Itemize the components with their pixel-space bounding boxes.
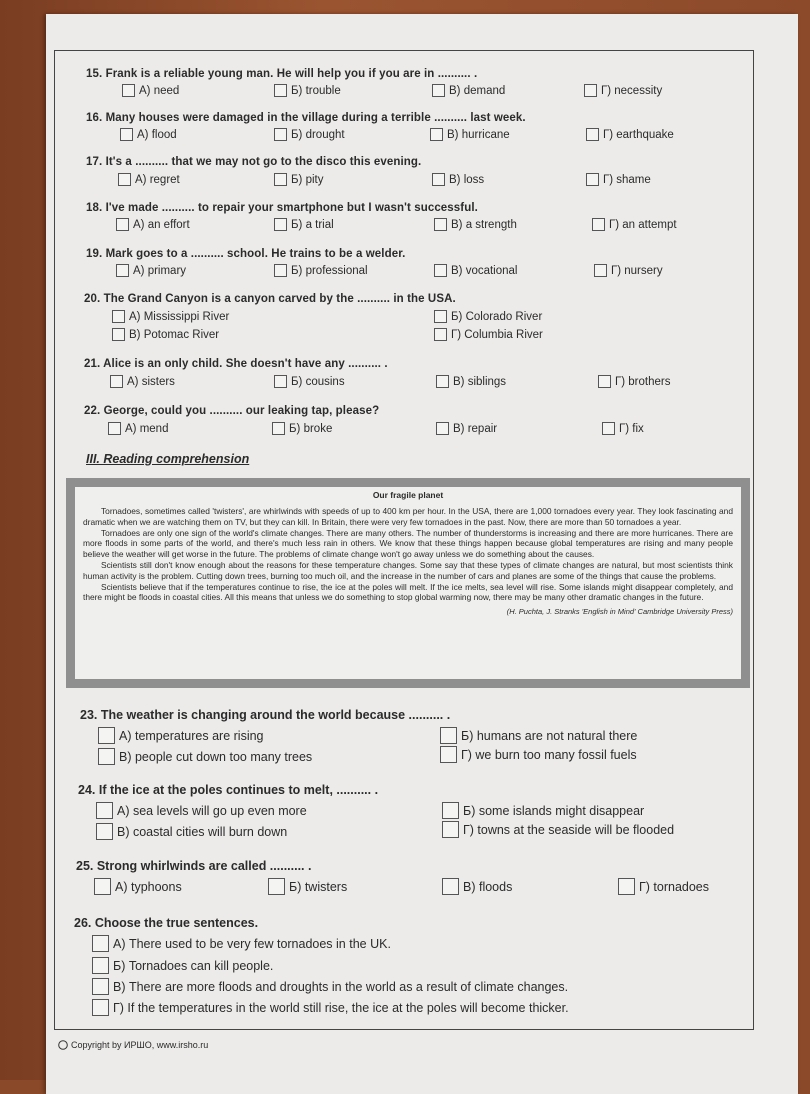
q16-option-a[interactable]: А) flood <box>120 128 177 141</box>
q21-option-a[interactable]: А) sisters <box>110 375 175 388</box>
q26-option-b[interactable]: Б) Tornadoes can kill people. <box>92 957 273 974</box>
section-heading-reading: III. Reading comprehension <box>86 452 250 466</box>
question-22-options <box>100 422 700 440</box>
checkbox[interactable] <box>592 218 605 231</box>
q18-option-d[interactable]: Г) an attempt <box>592 218 677 231</box>
question-22: 22. George, could you .......... our leaking tap, please? <box>84 405 380 417</box>
reading-paragraph: Tornadoes are only one sign of the world's climate changes. There are many others. The number of thunderstorms is increasing and there are more hurricanes. There are more floods in some parts of the world, and there's much less rain in others. We know that these things happen because global temperatures are rising and many people believe the weather will get worse in the future. The problems of climate change won't go away unless we do something about the causes. <box>83 527 733 560</box>
question-21-options <box>100 375 700 393</box>
checkbox[interactable] <box>436 422 449 435</box>
q20-option-c[interactable]: В) Potomac River <box>112 328 219 341</box>
q20-option-d[interactable]: Г) Columbia River <box>434 328 543 341</box>
checkbox[interactable] <box>98 748 115 765</box>
question-15: 15. Frank is a reliable young man. He will help you if you are in .......... . <box>86 68 478 80</box>
question-19-options <box>104 264 704 282</box>
q21-option-b[interactable]: Б) cousins <box>274 375 345 388</box>
checkbox[interactable] <box>432 173 445 186</box>
checkbox[interactable] <box>440 727 457 744</box>
q17-option-a[interactable]: А) regret <box>118 173 180 186</box>
checkbox[interactable] <box>112 328 125 341</box>
question-16-options <box>104 128 704 146</box>
q21-option-c[interactable]: В) siblings <box>436 375 506 388</box>
checkbox[interactable] <box>584 84 597 97</box>
checkbox[interactable] <box>430 128 443 141</box>
q25-option-b[interactable]: Б) twisters <box>268 878 347 895</box>
checkbox[interactable] <box>108 422 121 435</box>
checkbox[interactable] <box>92 978 109 995</box>
q15-option-a[interactable]: А) need <box>122 84 179 97</box>
question-21: 21. Alice is an only child. She doesn't have any .......... . <box>84 358 388 370</box>
q20-option-b[interactable]: Б) Colorado River <box>434 310 542 323</box>
copyright-footer: Copyright by ИРШО, www.irsho.ru <box>58 1040 208 1050</box>
question-19: 19. Mark goes to a .......... school. He trains to be a welder. <box>86 248 406 260</box>
q17-option-d[interactable]: Г) shame <box>586 173 651 186</box>
q22-option-c[interactable]: В) repair <box>436 422 497 435</box>
q26-option-c[interactable]: В) There are more floods and droughts in the world as a result of climate changes. <box>92 978 568 995</box>
checkbox[interactable] <box>122 84 135 97</box>
question-26: 26. Choose the true sentences. <box>74 916 259 930</box>
checkbox[interactable] <box>274 128 287 141</box>
checkbox[interactable] <box>594 264 607 277</box>
checkbox[interactable] <box>96 802 113 819</box>
q25-option-d[interactable]: Г) tornadoes <box>618 878 709 895</box>
checkbox[interactable] <box>92 957 109 974</box>
question-16: 16. Many houses were damaged in the village during a terrible .......... last week. <box>86 112 526 124</box>
q19-option-d[interactable]: Г) nursery <box>594 264 663 277</box>
question-17-options <box>104 173 704 191</box>
q22-option-a[interactable]: А) mend <box>108 422 168 435</box>
q23-option-a[interactable]: А) temperatures are rising <box>98 727 264 744</box>
q21-option-d[interactable]: Г) brothers <box>598 375 670 388</box>
question-20-options-row2 <box>100 328 700 346</box>
checkbox[interactable] <box>96 823 113 840</box>
q26-option-d[interactable]: Г) If the temperatures in the world still rise, the ice at the poles will become thicker. <box>92 999 569 1016</box>
q22-option-b[interactable]: Б) broke <box>272 422 332 435</box>
q25-option-c[interactable]: В) floods <box>442 878 512 895</box>
question-24: 24. If the ice at the poles continues to melt, .......... . <box>78 783 379 797</box>
question-20: 20. The Grand Canyon is a canyon carved by the .......... in the USA. <box>84 293 456 305</box>
question-23: 23. The weather is changing around the world because .......... . <box>80 708 451 722</box>
reading-paragraph: Scientists still don't know enough about the reasons for these temperature changes. Some say that these types of climate changes are natural, but most scientists think human activity is the problem. Cutting down trees, burning too much oil, and the increase in the number of cars and planes are some of the things that cause the problems. <box>83 559 733 581</box>
q20-option-a[interactable]: А) Mississippi River <box>112 310 229 323</box>
q16-option-d[interactable]: Г) earthquake <box>586 128 674 141</box>
reading-title: Our fragile planet <box>372 490 444 500</box>
question-18-options <box>104 218 704 236</box>
checkbox[interactable] <box>274 84 287 97</box>
q23-option-d[interactable]: Г) we burn too many fossil fuels <box>440 746 637 763</box>
q24-option-c[interactable]: В) coastal cities will burn down <box>96 823 287 840</box>
checkbox[interactable] <box>434 328 447 341</box>
reading-passage-box <box>66 478 750 688</box>
checkbox[interactable] <box>94 878 111 895</box>
checkbox[interactable] <box>434 264 447 277</box>
checkbox[interactable] <box>602 422 615 435</box>
reading-paragraph: Tornadoes, sometimes called 'twisters', are whirlwinds with speeds of up to 400 km per hour. In the USA, there are 1,000 tornadoes every year. They look fascinating and dramatic when we are watching them on TV, but they can kill. In Britain, there were very few tornadoes in the past. Now, there are more than 50 tornadoes a year. <box>83 506 733 527</box>
checkbox[interactable] <box>434 310 447 323</box>
checkbox[interactable] <box>272 422 285 435</box>
q17-option-c[interactable]: В) loss <box>432 173 484 186</box>
checkbox[interactable] <box>116 218 129 231</box>
checkbox[interactable] <box>436 375 449 388</box>
q26-option-a[interactable]: А) There used to be very few tornadoes in the UK. <box>92 935 391 952</box>
q16-option-c[interactable]: В) hurricane <box>430 128 510 141</box>
question-15-options <box>104 84 704 102</box>
checkbox[interactable] <box>92 999 109 1016</box>
q15-option-c[interactable]: В) demand <box>432 84 505 97</box>
checkbox[interactable] <box>92 935 109 952</box>
q25-option-a[interactable]: А) typhoons <box>94 878 182 895</box>
checkbox[interactable] <box>112 310 125 323</box>
checkbox[interactable] <box>440 746 457 763</box>
q19-option-c[interactable]: В) vocational <box>434 264 517 277</box>
checkbox[interactable] <box>274 218 287 231</box>
q23-option-b[interactable]: Б) humans are not natural there <box>440 727 637 744</box>
q22-option-d[interactable]: Г) fix <box>602 422 644 435</box>
q15-option-b[interactable]: Б) trouble <box>274 84 341 97</box>
reading-citation: (H. Puchta, J. Stranks 'English in Mind' Cambridge University Press) <box>506 607 733 617</box>
checkbox[interactable] <box>442 802 459 819</box>
reading-paragraph: Scientists believe that if the temperatures continue to rise, the ice at the poles will melt. If the ice melts, sea level will rise. Some islands might disappear completely, and there might be floods in coastal cities. All this means that unless we do something to stop global warming now, there may be many other dramatic changes in the future. <box>83 581 733 603</box>
question-25: 25. Strong whirlwinds are called .......... . <box>76 859 312 873</box>
q19-option-b[interactable]: Б) professional <box>274 264 368 277</box>
q23-option-c[interactable]: В) people cut down too many trees <box>98 748 312 765</box>
checkbox[interactable] <box>442 878 459 895</box>
q18-option-a[interactable]: А) an effort <box>116 218 190 231</box>
q17-option-b[interactable]: Б) pity <box>274 173 323 186</box>
q16-option-b[interactable]: Б) drought <box>274 128 345 141</box>
checkbox[interactable] <box>598 375 611 388</box>
checkbox[interactable] <box>432 84 445 97</box>
q18-option-b[interactable]: Б) a trial <box>274 218 334 231</box>
q19-option-a[interactable]: А) primary <box>116 264 186 277</box>
checkbox[interactable] <box>274 375 287 388</box>
question-17: 17. It's a .......... that we may not go to the disco this evening. <box>86 156 422 168</box>
q15-option-d[interactable]: Г) necessity <box>584 84 662 97</box>
checkbox[interactable] <box>98 727 115 744</box>
q24-option-d[interactable]: Г) towns at the seaside will be flooded <box>442 821 674 838</box>
checkbox[interactable] <box>110 375 123 388</box>
checkbox[interactable] <box>118 173 131 186</box>
copyright-icon <box>58 1040 68 1050</box>
q18-option-c[interactable]: В) a strength <box>434 218 517 231</box>
question-20-options-row1 <box>100 310 700 328</box>
q24-option-b[interactable]: Б) some islands might disappear <box>442 802 644 819</box>
checkbox[interactable] <box>442 821 459 838</box>
checkbox[interactable] <box>586 173 599 186</box>
checkbox[interactable] <box>618 878 635 895</box>
question-18: 18. I've made .......... to repair your smartphone but I wasn't successful. <box>86 202 478 214</box>
checkbox[interactable] <box>434 218 447 231</box>
q24-option-a[interactable]: А) sea levels will go up even more <box>96 802 307 819</box>
checkbox[interactable] <box>268 878 285 895</box>
checkbox[interactable] <box>586 128 599 141</box>
checkbox[interactable] <box>120 128 133 141</box>
checkbox[interactable] <box>274 264 287 277</box>
checkbox[interactable] <box>274 173 287 186</box>
checkbox[interactable] <box>116 264 129 277</box>
